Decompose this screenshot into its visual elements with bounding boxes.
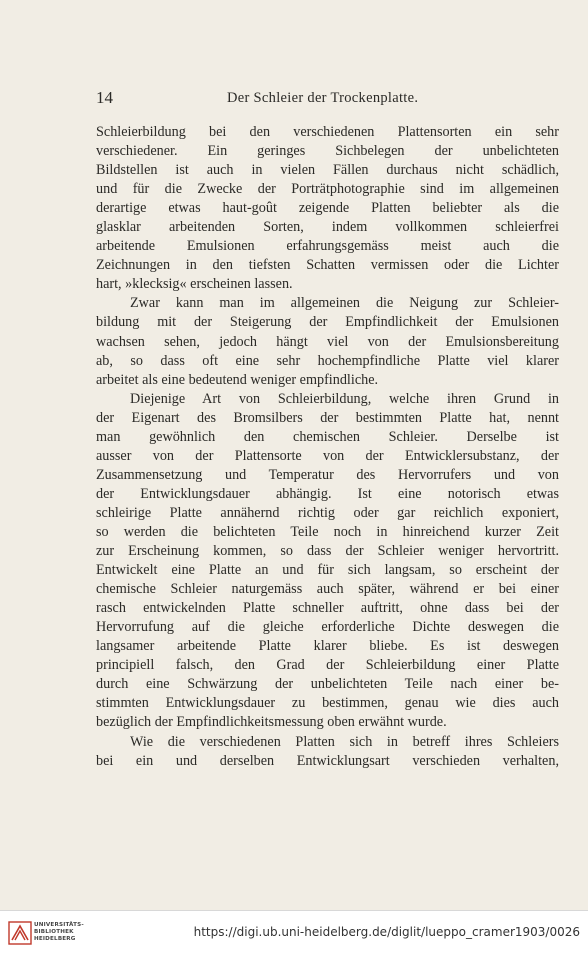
text-line: verschiedener. Ein geringes Sichbelegen der unbelichteten xyxy=(96,143,559,160)
text-line: Zusammensetzung und Temperatur des Hervorrufers und von xyxy=(96,466,559,483)
text-line: bei ein und derselben Entwicklungsart verschieden verhalten, xyxy=(96,752,559,769)
library-name[interactable] xyxy=(34,922,84,943)
text-line: arbeitende Emulsionen erfahrungsgemäss meist auch die xyxy=(96,238,559,255)
heidelberg-library-logo-icon[interactable] xyxy=(8,921,32,945)
text-line: bildung mit der Steigerung der Empfindlichkeit der Emulsionen xyxy=(96,314,559,331)
running-title: Der Schleier der Trockenplatte. xyxy=(227,90,419,106)
text-line: man gewöhnlich den chemischen Schleier. Derselbe ist xyxy=(96,428,559,445)
page-header xyxy=(96,88,510,112)
text-line: Entwickelt eine Platte an und für sich langsam, so erscheint der xyxy=(96,562,559,579)
text-line: hart, »klecksig« erscheinen lassen. xyxy=(96,276,293,293)
paragraph-container xyxy=(96,123,559,771)
text-line: Schleierbildung bei den verschiedenen Plattensorten ein sehr xyxy=(96,124,559,140)
text-line: rasch entwickelnden Platte schneller auftritt, ohne dass bei der xyxy=(96,600,559,617)
text-line: Diejenige Art von Schleierbildung, welche ihren Grund in xyxy=(130,390,559,407)
page-number: 14 xyxy=(96,88,113,107)
text-line: ausser von der Plattensorte von der Entwicklersubstanz, der xyxy=(96,447,559,464)
text-line: schleirige Platte annähernd richtig oder gar reichlich exponiert, xyxy=(96,504,559,521)
library-name-line: BIBLIOTHEK xyxy=(34,929,74,935)
text-line: Bildstellen ist auch in vielen Fällen durchaus nicht schädlich, xyxy=(96,162,559,179)
text-line: principiell falsch, den Grad der Schleierbildung einer Platte xyxy=(96,657,559,674)
text-line: chemische Schleier naturgemäss auch später, während er bei einer xyxy=(96,581,559,598)
text-line: der Eigenart des Bromsilbers der bestimmten Platte hat, nennt xyxy=(96,409,559,426)
text-line: der Entwicklungsdauer abhängig. Ist eine notorisch etwas xyxy=(96,485,559,502)
text-line: ab, so dass oft eine sehr hochempfindliche Platte viel klarer xyxy=(96,352,559,369)
body-text xyxy=(96,123,559,771)
library-name-line: UNIVERSITÄTS- xyxy=(34,922,84,928)
paragraph xyxy=(96,123,559,294)
viewer-footer xyxy=(0,910,588,955)
text-line: durch eine Schwärzung der unbelichteten Teile nach einer be- xyxy=(96,676,559,693)
paragraph xyxy=(96,733,559,771)
text-line: zur Erscheinung kommen, so dass der Schleier weniger hervortritt. xyxy=(96,543,559,560)
text-line: Wie die verschiedenen Platten sich in betreff ihres Schleiers xyxy=(130,733,559,750)
paragraph xyxy=(96,294,559,389)
text-line: stimmten Entwicklungsdauer zu bestimmen, genau wie dies auch xyxy=(96,695,559,712)
text-line: und für die Zwecke der Porträtphotographie sind im allgemeinen xyxy=(96,181,559,198)
text-line: wachsen sehen, jedoch hängt viel von der Emulsionsbereitung xyxy=(96,333,559,350)
text-line: derartige etwas haut-goût zeigende Platten beliebter als die xyxy=(96,200,559,217)
library-name-line: HEIDELBERG xyxy=(34,936,76,942)
text-line: bezüglich der Empfindlichkeitsmessung oben erwähnt wurde. xyxy=(96,714,447,731)
text-line: Zeichnungen in den tiefsten Schatten vermissen oder die Lichter xyxy=(96,257,559,274)
text-line: langsamer arbeitende Platte klarer bliebe. Es ist deswegen xyxy=(96,638,559,655)
paragraph xyxy=(96,390,559,733)
text-line: glasklar arbeitenden Sorten, indem vollkommen schleierfrei xyxy=(96,219,559,236)
text-line: so werden die belichteten Teile noch in hinreichend kurzer Zeit xyxy=(96,523,559,540)
text-line: arbeitet als eine bedeutend weniger empfindliche. xyxy=(96,371,379,388)
source-url-link[interactable]: https://digi.ub.uni-heidelberg.de/diglit/lueppo_cramer1903/0026 xyxy=(193,925,580,939)
text-line: Hervorrufung auf die gleiche erforderliche Dichte deswegen die xyxy=(96,619,559,636)
text-line: Zwar kann man im allgemeinen die Neigung zur Schleier- xyxy=(130,295,559,312)
